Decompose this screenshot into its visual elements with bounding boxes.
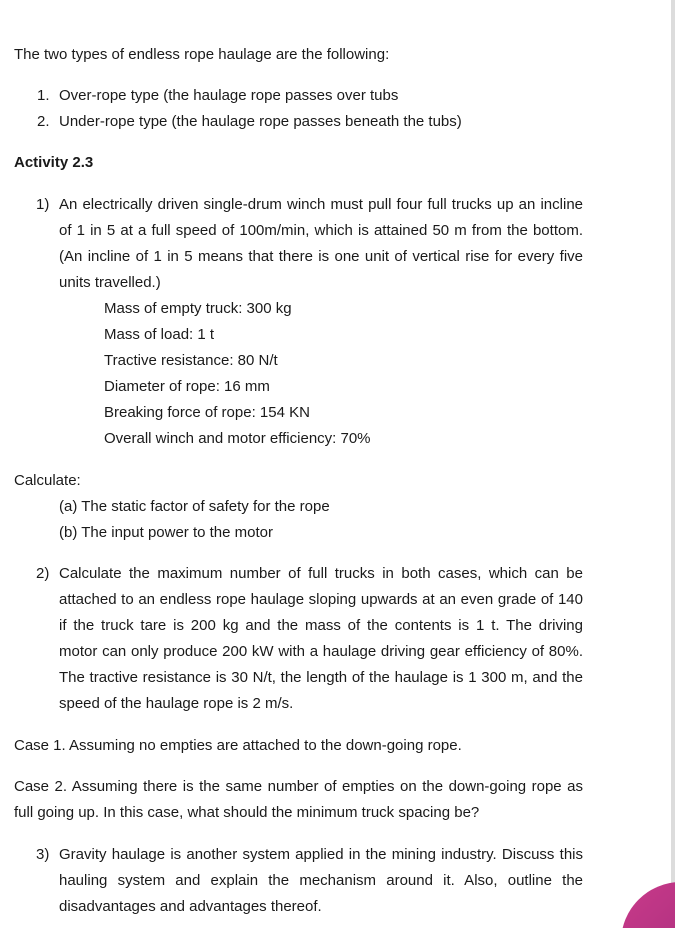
calculate-label: Calculate: bbox=[14, 472, 81, 489]
intro-text: The two types of endless rope haulage are the following: bbox=[14, 46, 390, 63]
spec-item: Diameter of rope: 16 mm bbox=[104, 378, 270, 395]
question-line: Gravity haulage is another system applied in the mining industry. Discuss this bbox=[59, 846, 583, 863]
question-number: 3) bbox=[36, 846, 50, 863]
spec-item: Mass of empty truck: 300 kg bbox=[104, 300, 292, 317]
spec-item: Overall winch and motor efficiency: 70% bbox=[104, 430, 371, 447]
spec-item: Breaking force of rope: 154 KN bbox=[104, 404, 310, 421]
question-line: An electrically driven single-drum winch must pull four full trucks up an incline bbox=[59, 196, 583, 213]
question-line: attached to an endless rope haulage sloping upwards at an even grade of 140 bbox=[59, 591, 583, 608]
question-line: Calculate the maximum number of full trucks in both cases, which can be bbox=[59, 565, 583, 582]
question-line: speed of the haulage rope is 2 m/s. bbox=[59, 695, 294, 712]
question-number: 1) bbox=[36, 196, 50, 213]
corner-decoration bbox=[621, 882, 675, 928]
case-2-line: Case 2. Assuming there is the same number of empties on the down-going rope as bbox=[14, 778, 583, 795]
spec-item: Mass of load: 1 t bbox=[104, 326, 215, 343]
question-line: (An incline of 1 in 5 means that there is one unit of vertical rise for every five bbox=[59, 248, 583, 265]
question-number: 2) bbox=[36, 565, 50, 582]
page-edge bbox=[671, 0, 675, 928]
list-number: 2. bbox=[37, 113, 50, 130]
case-1: Case 1. Assuming no empties are attached to the down-going rope. bbox=[14, 737, 462, 754]
list-item: Under-rope type (the haulage rope passes beneath the tubs) bbox=[59, 113, 462, 130]
question-line: of 1 in 5 at a full speed of 100m/min, which is attained 50 m from the bottom. bbox=[59, 222, 583, 239]
question-line: disadvantages and advantages thereof. bbox=[59, 898, 322, 915]
question-line: units travelled.) bbox=[59, 274, 161, 291]
question-line: The tractive resistance is 30 N/t, the length of the haulage is 1 300 m, and the bbox=[59, 669, 583, 686]
calculate-item: (b) The input power to the motor bbox=[59, 524, 273, 541]
question-line: motor can only produce 200 kW with a haulage driving gear efficiency of 80%. bbox=[59, 643, 583, 660]
question-line: hauling system and explain the mechanism around it. Also, outline the bbox=[59, 872, 583, 889]
question-line: if the truck tare is 200 kg and the mass of the contents is 1 t. The driving bbox=[59, 617, 583, 634]
activity-heading: Activity 2.3 bbox=[14, 154, 94, 171]
list-item: Over-rope type (the haulage rope passes over tubs bbox=[59, 87, 399, 104]
calculate-item: (a) The static factor of safety for the rope bbox=[59, 498, 330, 515]
list-number: 1. bbox=[37, 87, 50, 104]
case-2-line: full going up. In this case, what should the minimum truck spacing be? bbox=[14, 804, 480, 821]
spec-item: Tractive resistance: 80 N/t bbox=[104, 352, 278, 369]
